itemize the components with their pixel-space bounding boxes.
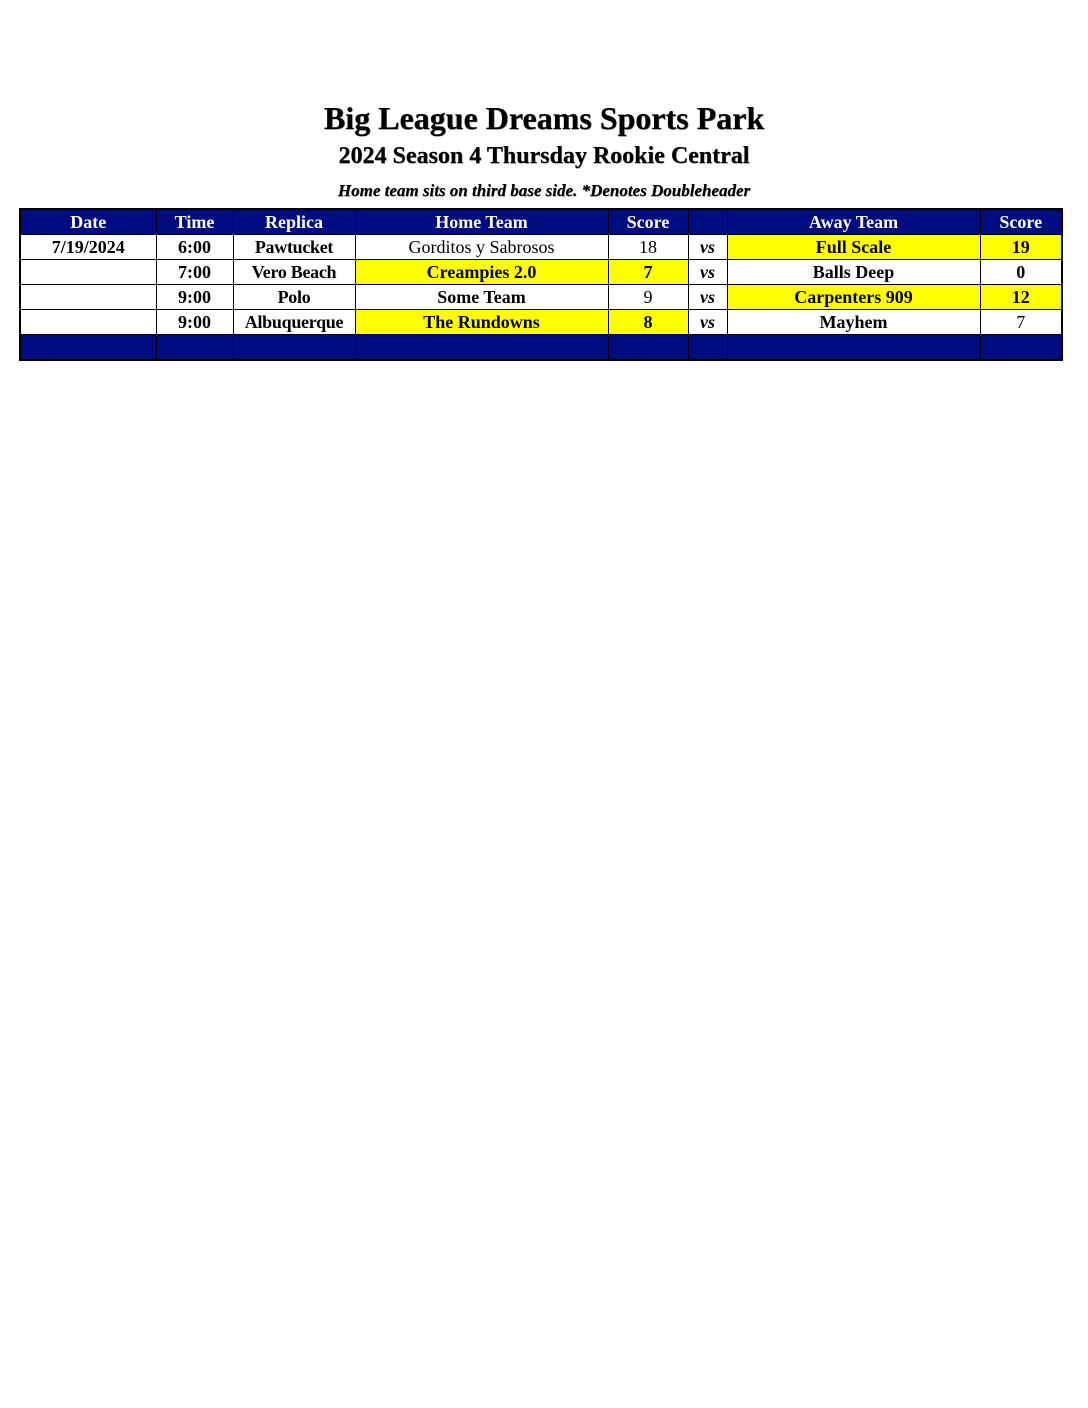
cell-away-score: 19	[980, 235, 1062, 260]
page-subtitle: 2024 Season 4 Thursday Rookie Central	[338, 143, 750, 169]
column-header-date: Date	[20, 209, 156, 235]
cell-date: 7/19/2024	[20, 235, 156, 260]
table-row	[20, 235, 1062, 260]
footer-cell	[980, 335, 1062, 361]
cell-vs: vs	[688, 310, 727, 335]
cell-vs: vs	[688, 285, 727, 310]
cell-replica: Pawtucket	[233, 235, 355, 260]
footer-cell	[688, 335, 727, 361]
cell-vs: vs	[688, 260, 727, 285]
cell-away-team: Full Scale	[727, 235, 980, 260]
cell-home-score: 8	[608, 310, 688, 335]
cell-date	[20, 260, 156, 285]
footer-cell	[233, 335, 355, 361]
cell-time: 7:00	[156, 260, 233, 285]
cell-home-team: The Rundowns	[355, 310, 608, 335]
table-row	[20, 260, 1062, 285]
cell-time: 9:00	[156, 310, 233, 335]
table-header-row	[20, 209, 1062, 235]
page-title: Big League Dreams Sports Park	[323, 100, 765, 136]
cell-home-score: 18	[608, 235, 688, 260]
cell-date	[20, 285, 156, 310]
cell-replica: Albuquerque	[233, 310, 355, 335]
column-header-away-score: Score	[980, 209, 1062, 235]
table-row	[20, 285, 1062, 310]
footer-cell	[355, 335, 608, 361]
footer-cell	[608, 335, 688, 361]
table-footer-row	[20, 335, 1062, 361]
cell-vs: vs	[688, 235, 727, 260]
cell-home-score: 7	[608, 260, 688, 285]
column-header-vs	[688, 209, 727, 235]
cell-away-score: 12	[980, 285, 1062, 310]
column-header-home-team: Home Team	[355, 209, 608, 235]
cell-away-team: Balls Deep	[727, 260, 980, 285]
cell-away-score: 7	[980, 310, 1062, 335]
cell-home-team: Creampies 2.0	[355, 260, 608, 285]
column-header-away-team: Away Team	[727, 209, 980, 235]
column-header-replica: Replica	[233, 209, 355, 235]
column-header-time: Time	[156, 209, 233, 235]
cell-replica: Vero Beach	[233, 260, 355, 285]
cell-home-team: Some Team	[355, 285, 608, 310]
cell-home-score: 9	[608, 285, 688, 310]
footer-cell	[156, 335, 233, 361]
schedule-table	[19, 208, 1063, 361]
cell-time: 9:00	[156, 285, 233, 310]
cell-away-team: Carpenters 909	[727, 285, 980, 310]
footer-cell	[727, 335, 980, 361]
cell-date	[20, 310, 156, 335]
schedule-note: Home team sits on third base side. *Denotes Doubleheader	[337, 181, 751, 200]
cell-away-score: 0	[980, 260, 1062, 285]
cell-away-team: Mayhem	[727, 310, 980, 335]
column-header-home-score: Score	[608, 209, 688, 235]
cell-home-team: Gorditos y Sabrosos	[355, 235, 608, 260]
footer-cell	[20, 335, 156, 361]
cell-replica: Polo	[233, 285, 355, 310]
cell-time: 6:00	[156, 235, 233, 260]
table-row	[20, 310, 1062, 335]
